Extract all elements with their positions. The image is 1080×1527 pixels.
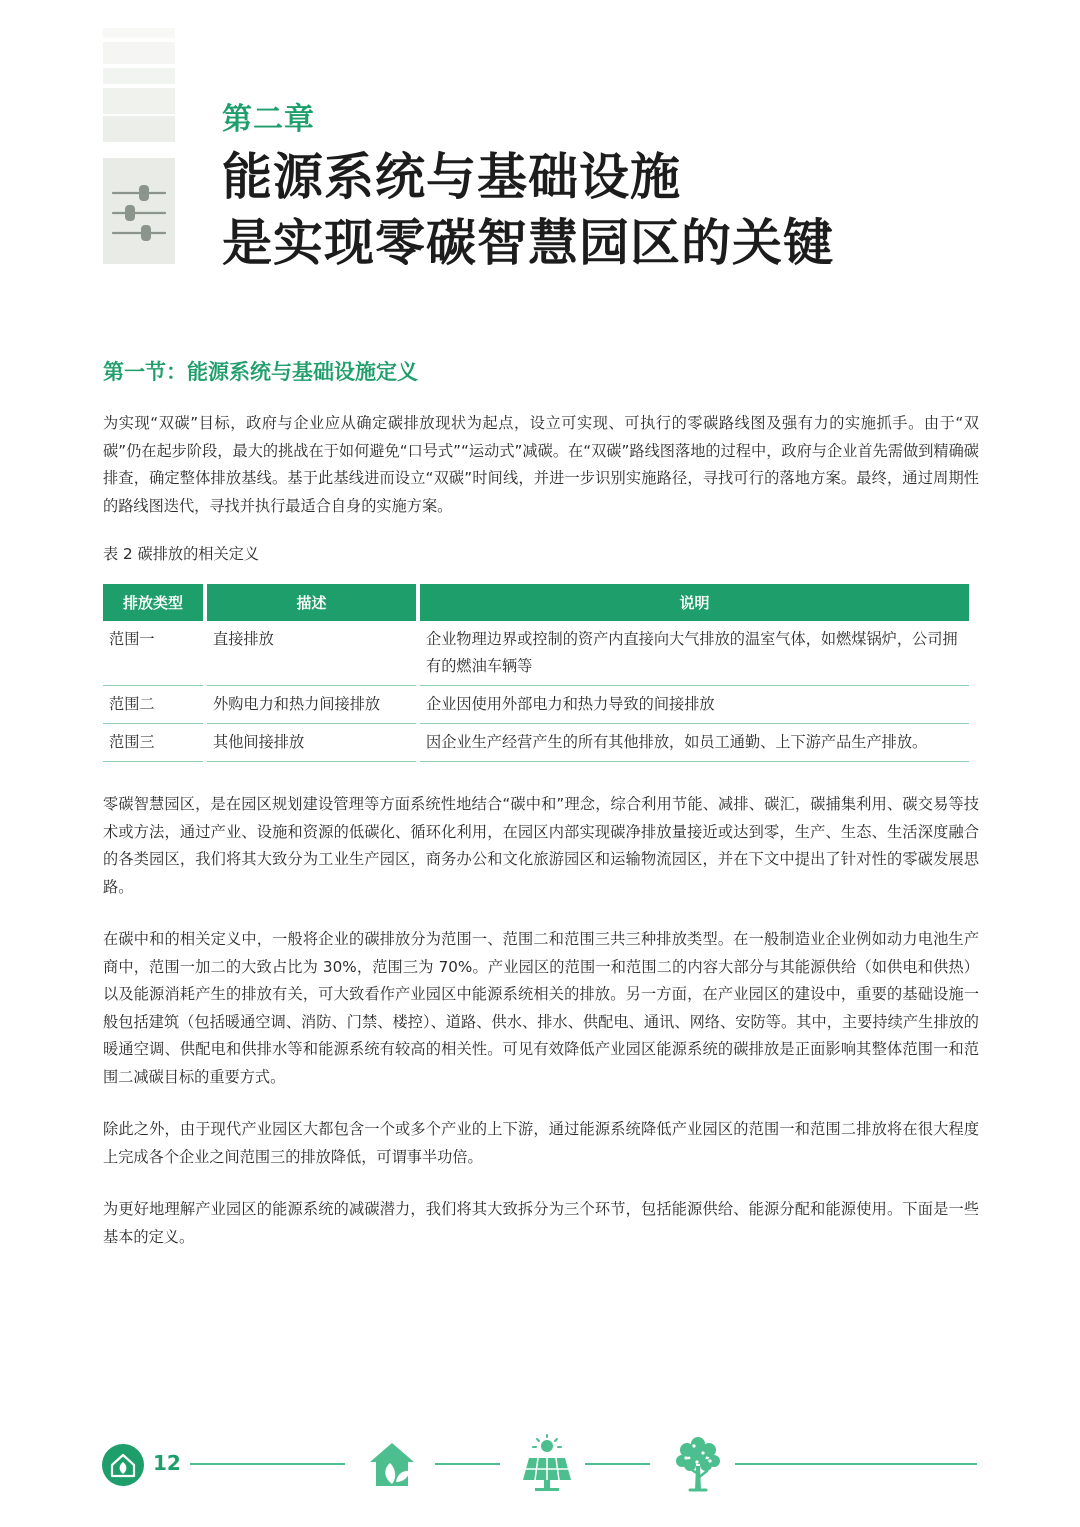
chapter-title-line2: 是实现零碳智慧园区的关键: [222, 214, 834, 272]
table-header-cell: 描述: [207, 584, 416, 621]
table-row: [103, 724, 969, 762]
table-cell: 范围一: [103, 621, 203, 686]
footer-divider: [435, 1463, 500, 1465]
house-leaf-icon: [101, 1443, 145, 1487]
table-header-row: [103, 584, 969, 621]
chapter-title-line1: 能源系统与基础设施: [222, 148, 681, 206]
body-paragraph: 在碳中和的相关定义中，一般将企业的碳排放分为范围一、范围二和范围三共三种排放类型。在一般制造业企业例如动力电池生产商中，范围一加二的大致占比为 30%，范围三为 70%。产业园区的范围一和范围二的内容大部分与其能源供给（如供电和供热）以及能源消耗产生的排放有关，可大致看作产业园区中能源系统相关的排放。另一方面，在产业园区的建设中，重要的基础设施一般包括建筑（包括暖通空调、消防、门禁、楼控）、道路、供水、排水、供配电、通讯、网络、安防等。其中，主要持续产生排放的暖通空调、供配电和供排水等和能源系统有较高的相关性。可见有效降低产业园区能源系统的碳排放是正面影响其整体范围一和范围二减碳目标的重要方式。: [103, 930, 979, 1086]
table-cell: 企业因使用外部电力和热力导致的间接排放: [420, 686, 969, 724]
table-cell: 直接排放: [207, 621, 416, 686]
section-title: 第一节：能源系统与基础设施定义: [103, 360, 418, 384]
table-cell: 范围二: [103, 686, 203, 724]
table-cell: 范围三: [103, 724, 203, 762]
sliders-icon: [103, 158, 175, 264]
table-header-cell: 排放类型: [103, 584, 203, 621]
table-row: [103, 621, 969, 686]
body-paragraph: 为更好地理解产业园区的能源系统的减碳潜力，我们将其大致拆分为三个环节，包括能源供给、能源分配和能源使用。下面是一些基本的定义。: [103, 1200, 979, 1246]
footer-divider: [585, 1463, 650, 1465]
chapter-label: 第二章: [222, 102, 315, 137]
table-cell: 因企业生产经营产生的所有其他排放，如员工通勤、上下游产品生产排放。: [420, 724, 969, 762]
table-cell: 企业物理边界或控制的资产内直接向大气排放的温室气体，如燃煤锅炉，公司拥有的燃油车辆等: [420, 621, 969, 686]
house-plant-icon: [366, 1438, 418, 1494]
tree-icon: [672, 1434, 724, 1498]
emission-definition-table: [99, 584, 973, 762]
page-number: 12: [153, 1451, 181, 1475]
table-header-cell: 说明: [420, 584, 969, 621]
table-row: [103, 686, 969, 724]
body-paragraph: 除此之外，由于现代产业园区大都包含一个或多个产业的上下游，通过能源系统降低产业园区的范围一和范围二排放将在很大程度上完成各个企业之间范围三的排放降低，可谓事半功倍。: [103, 1120, 979, 1166]
table-cell: 其他间接排放: [207, 724, 416, 762]
body-paragraph: 零碳智慧园区，是在园区规划建设管理等方面系统性地结合“碳中和”理念，综合利用节能、减排、碳汇，碳捕集利用、碳交易等技术或方法，通过产业、设施和资源的低碳化、循环化利用，在园区内部实现碳净排放量接近或达到零，生产、生态、生活深度融合的各类园区，我们将其大致分为工业生产园区，商务办公和文化旅游园区和运输物流园区，并在下文中提出了针对性的零碳发展思路。: [103, 795, 979, 896]
table-cell: 外购电力和热力间接排放: [207, 686, 416, 724]
table-caption: 表 2 碳排放的相关定义: [103, 545, 260, 563]
footer-divider: [735, 1463, 977, 1465]
intro-paragraph: 为实现“双碳”目标，政府与企业应从确定碳排放现状为起点，设立可实现、可执行的零碳路线图及强有力的实施抓手。由于“双碳”仍在起步阶段，最大的挑战在于如何避免“口号式”“运动式”减碳。在“双碳”路线图落地的过程中，政府与企业首先需做到精确碳排查，确定整体排放基线。基于此基线进而设立“双碳”时间线，并进一步识别实施路径，寻找可行的落地方案。最终，通过周期性的路线图迭代，寻找并执行最适合自身的实施方案。: [103, 414, 979, 515]
chapter-title: [222, 144, 834, 276]
footer-divider: [190, 1463, 345, 1465]
solar-panel-icon: [521, 1434, 573, 1498]
